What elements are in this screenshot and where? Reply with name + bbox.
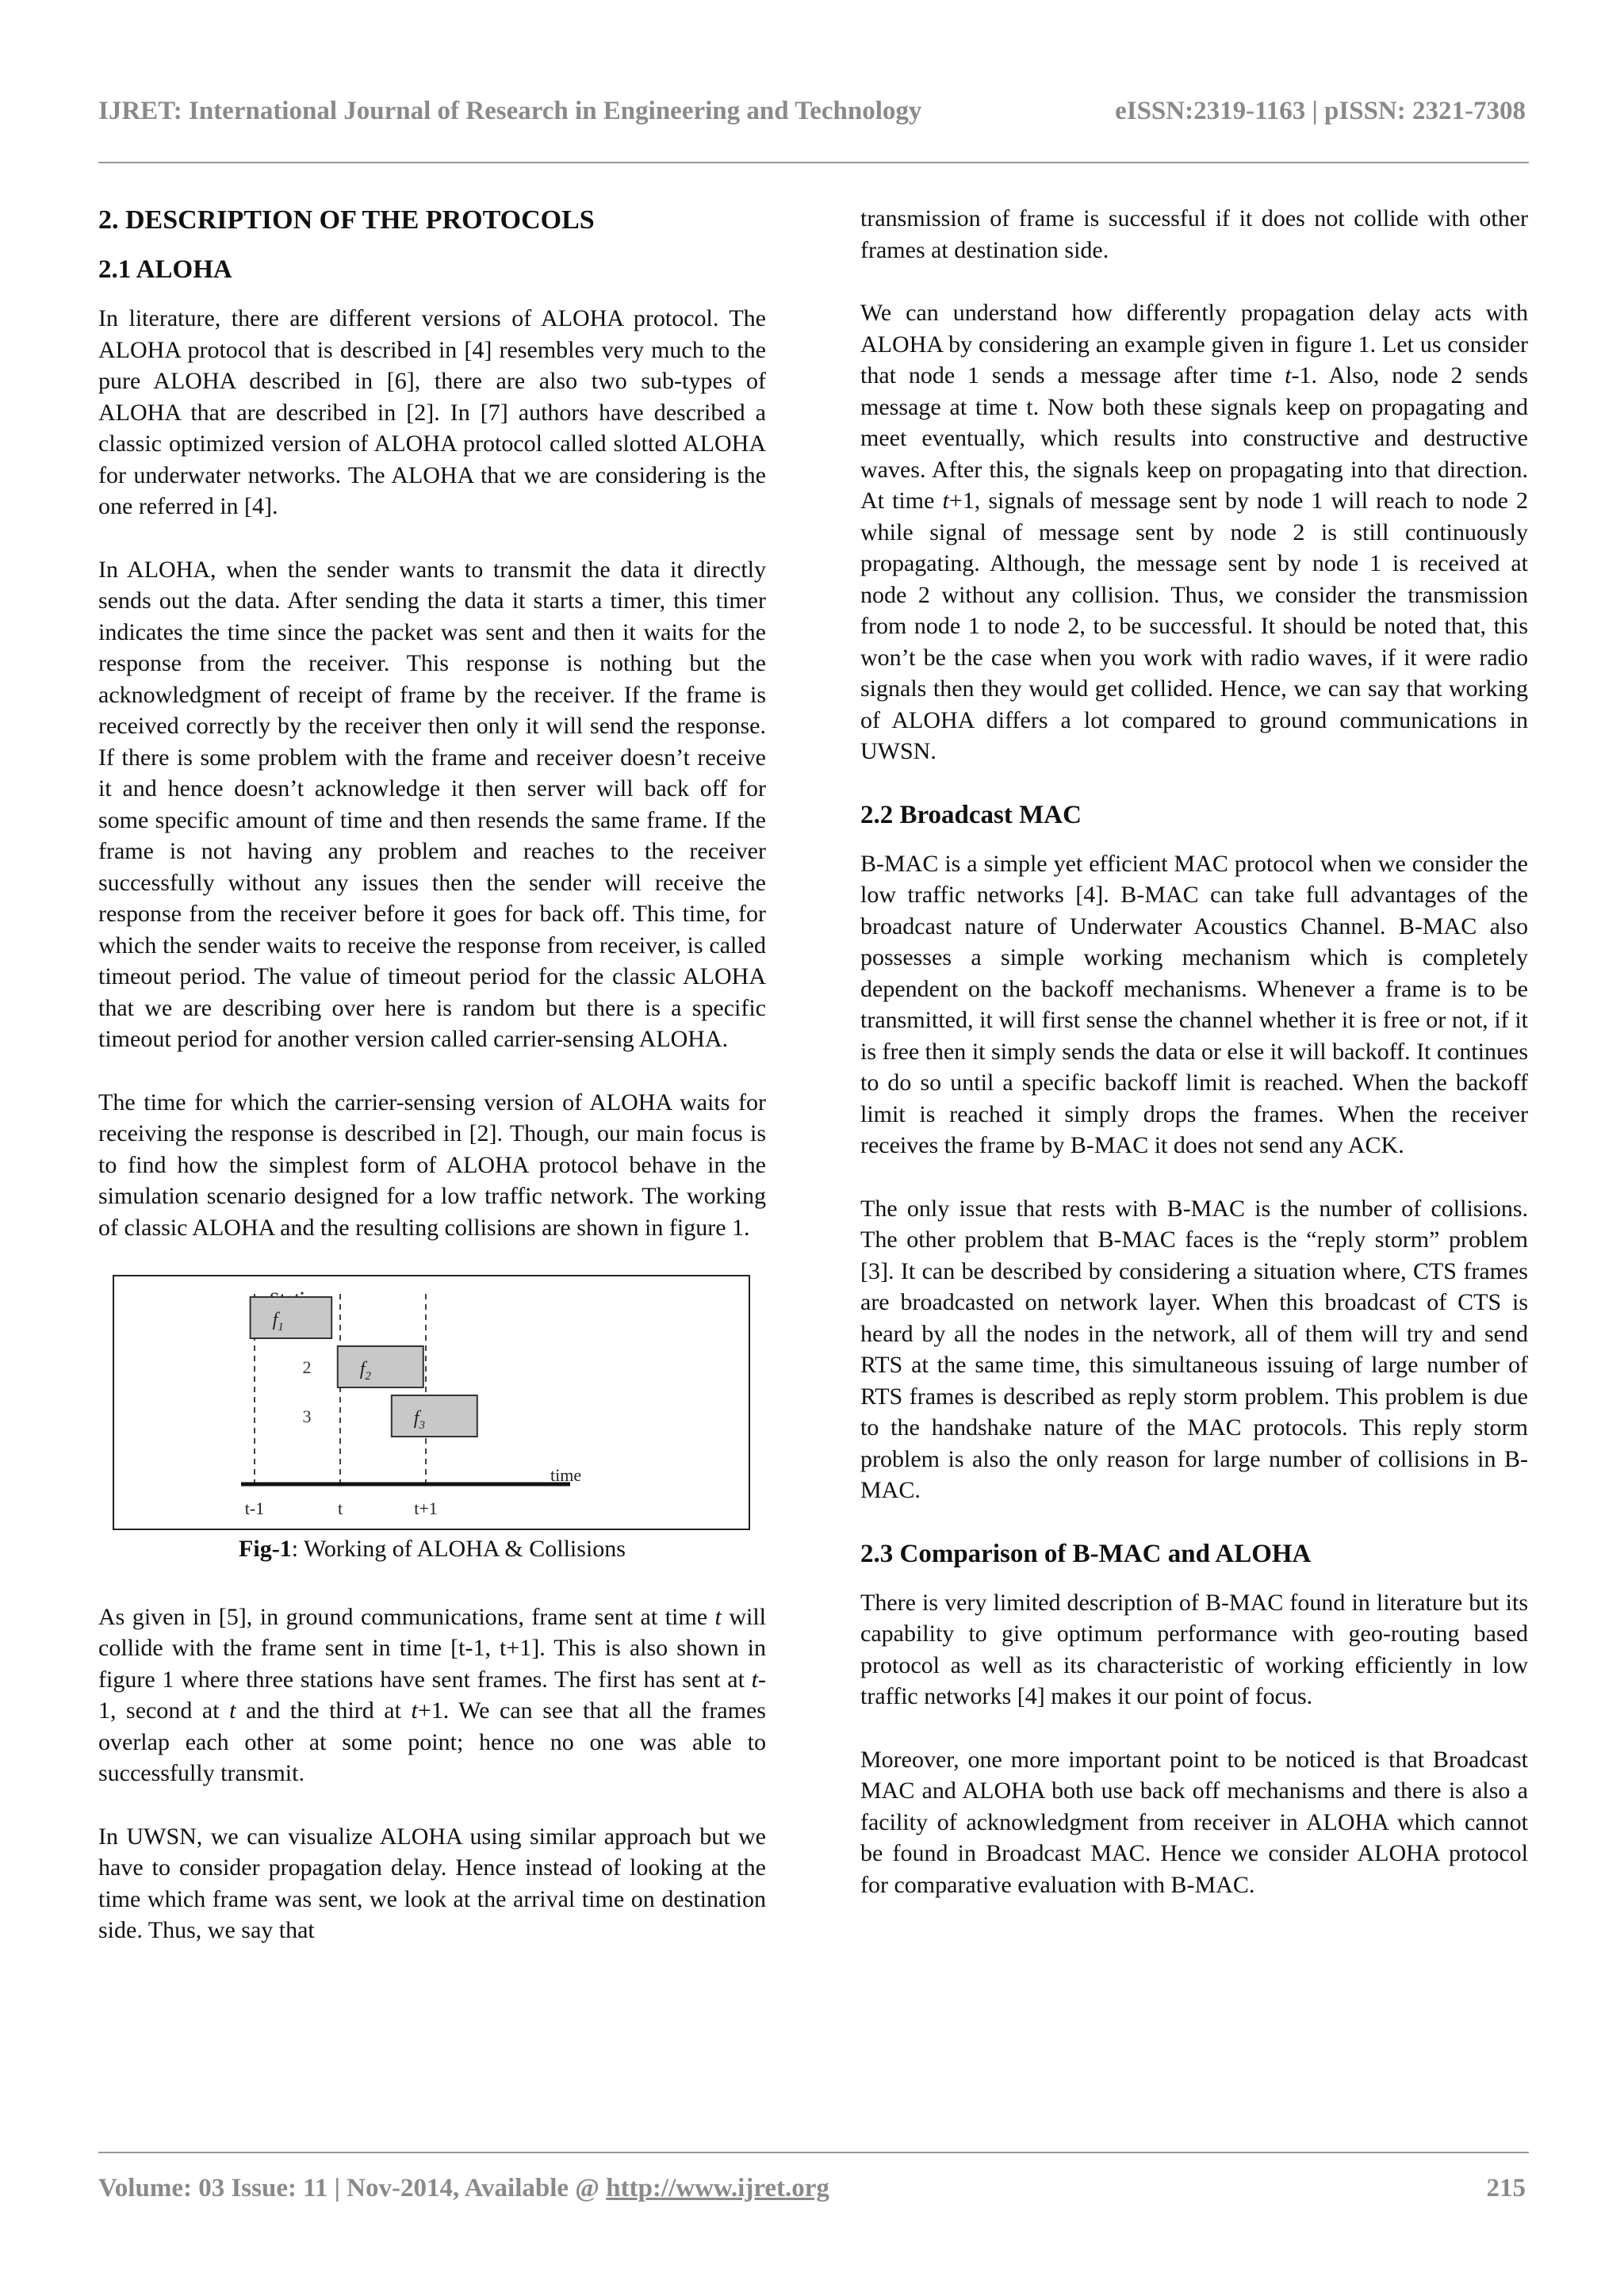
station-label: 3	[302, 1406, 312, 1426]
paragraph: B-MAC is a simple yet efficient MAC protocol when we consider the low traffic networks [4]. B-MAC can take full advantages of the broadcast nature of Underwater Acoustics Channel. B-MAC also possesses a simple working mechanism which is completely dependent on the backoff mechanisms. Whenever a frame is to be transmitted, it will first sense the channel whether it is free or not, if it is free then it simply sends the data or else it will backoff. It continues to do so until a specific backoff limit is reached. When the backoff limit is reached it simply drops the frames. When the receiver receives the frame by B-MAC it does not send any ACK.	[860, 850, 1528, 1158]
timing-diagram-svg	[114, 1276, 749, 1529]
paragraph: The time for which the carrier-sensing version of ALOHA waits for receiving the response is described in [2]. Though, our main focus is to find how the simplest form of ALOHA protocol behave in the simulation scenario designed for a low traffic network. The working of classic ALOHA and the resulting collisions are shown in figure 1.	[98, 1089, 766, 1241]
journal-title: IJRET: International Journal of Research in Engineering and Technology	[98, 97, 922, 125]
running-header	[98, 97, 1526, 136]
comparison-heading: 2.3 Comparison of B-MAC and ALOHA	[860, 1539, 1312, 1568]
paragraph: As given in [5], in ground communications, frame sent at time t will collide with the frame sent in time [t-1, t+1]. This is also shown in figure 1 where three stations have sent frames. The first has sent at t-1, second at t and the third at t+1. We can see that all the frames overlap each other at some point; hence no one was able to successfully transmit.	[98, 1603, 766, 1786]
time-tick-label: t	[337, 1498, 343, 1518]
figure-caption	[98, 1533, 766, 1565]
aloha-timing-diagram	[113, 1275, 750, 1530]
frame-box	[392, 1395, 477, 1437]
paragraph: We can understand how differently propagation delay acts with ALOHA by considering an example given in figure 1. Let us consider that node 1 sends a message after time t-1. Also, node 2 sends message at time t. Now both these signals keep on propagating and meet eventually, which results into constructive and destructive waves. After this, the signals keep on propagating into that direction. At time t+1, signals of message sent by node 1 will reach to node 2 while signal of message sent by node 2 is still continuously propagating. Although, the message sent by node 1 is received at node 2 without any collision. Thus, we consider the transmission from node 1 to node 2, to be successful. It should be noted that, this won’t be the case when you work with radio waves, if it were radio signals then they would get collided. Hence, we can say that working of ALOHA differs a lot compared to ground communications in UWSN.	[860, 300, 1528, 764]
frame-label: $f_1$	[272, 1310, 284, 1334]
paragraph: Moreover, one more important point to be noticed is that Broadcast MAC and ALOHA both use back off mechanisms and there is also a facility of acknowledgment from receiver in ALOHA which cannot be found in Broadcast MAC. Hence we consider ALOHA protocol for comparative evaluation with B-MAC.	[860, 1746, 1528, 1898]
section-title: 2. DESCRIPTION OF THE PROTOCOLS	[98, 205, 595, 235]
frame-box	[251, 1297, 332, 1338]
time-tick-label: t+1	[414, 1498, 438, 1518]
header-rule	[98, 162, 1529, 163]
journal-link[interactable]: http://www.ijret.org	[606, 2174, 829, 2202]
figure-1	[98, 1275, 766, 1565]
frame-label: $f_2$	[359, 1359, 371, 1383]
caption-text: : Working of ALOHA & Collisions	[291, 1536, 626, 1562]
time-tick-label: t-1	[244, 1498, 265, 1518]
frame-box	[338, 1346, 423, 1387]
footer-rule	[98, 2152, 1529, 2153]
caption-label: Fig-1	[239, 1536, 292, 1562]
page-number: 215	[1486, 2174, 1526, 2202]
station-label: 2	[302, 1357, 312, 1377]
left-column	[98, 198, 766, 1978]
paragraph: The only issue that rests with B-MAC is the number of collisions. The other problem that B-MAC faces is the “reply storm” problem [3]. It can be described by considering a situation where, CTS frames are broadcasted on network layer. When this broadcast of CTS is heard by all the nodes in the network, all of them will try and send RTS at the same time, this simultaneous issuing of large number of RTS frames is described as reply storm problem. This problem is due to the handshake nature of the MAC protocols. This reply storm problem is also the only reason for large number of collisions in B-MAC.	[860, 1195, 1528, 1503]
paragraph: There is very limited description of B-MAC found in literature but its capability to give optimum performance with geo-routing based protocol as well as its characteristic of working efficiently in low traffic networks [4] makes it our point of focus.	[860, 1589, 1528, 1709]
issn: eISSN:2319-1163 | pISSN: 2321-7308	[1115, 97, 1526, 125]
right-column	[860, 203, 1528, 1932]
paragraph: In ALOHA, when the sender wants to transmit the data it directly sends out the data. After sending the data it starts a timer, this timer indicates the time since the packet was sent and then it waits for the response from the receiver. This response is nothing but the acknowledgment of receipt of frame by the receiver. If the frame is received correctly by the receiver then only it will send the response. If there is some problem with the frame and receiver doesn’t receive it and hence doesn’t acknowledge it then server will back off for some specific amount of time and then resends the same frame. If the frame is not having any problem and reaches to the receiver successfully without any issues then the sender will receive the response from the receiver before it goes for back off. This time, for which the sender waits to receive the response from receiver, is called timeout period. The value of timeout period for the classic ALOHA that we are describing over here is random but there is a specific timeout period for another version called carrier-sensing ALOHA.	[98, 556, 766, 1052]
paragraph: In UWSN, we can visualize ALOHA using similar approach but we have to consider propagation delay. Hence instead of looking at the time which frame was sent, we look at the arrival time on destination side. Thus, we say that	[98, 1823, 766, 1943]
volume-info: Volume: 03 Issue: 11 | Nov-2014, Available @ http://www.ijret.org	[98, 2174, 829, 2202]
aloha-heading: 2.1 ALOHA	[98, 255, 232, 284]
frame-label: $f_3$	[413, 1408, 425, 1432]
running-footer	[98, 2174, 1526, 2212]
paragraph: transmission of frame is successful if it does not collide with other frames at destination side.	[860, 205, 1528, 263]
bmac-heading: 2.2 Broadcast MAC	[860, 800, 1082, 829]
paragraph: In literature, there are different versions of ALOHA protocol. The ALOHA protocol that is described in [4] resembles very much to the pure ALOHA described in [6], there are also two sub-types of ALOHA that are described in [2]. In [7] authors have described a classic optimized version of ALOHA protocol called slotted ALOHA for underwater networks. The ALOHA that we are considering is the one referred in [4].	[98, 305, 766, 519]
x-axis-label: time	[550, 1465, 582, 1485]
